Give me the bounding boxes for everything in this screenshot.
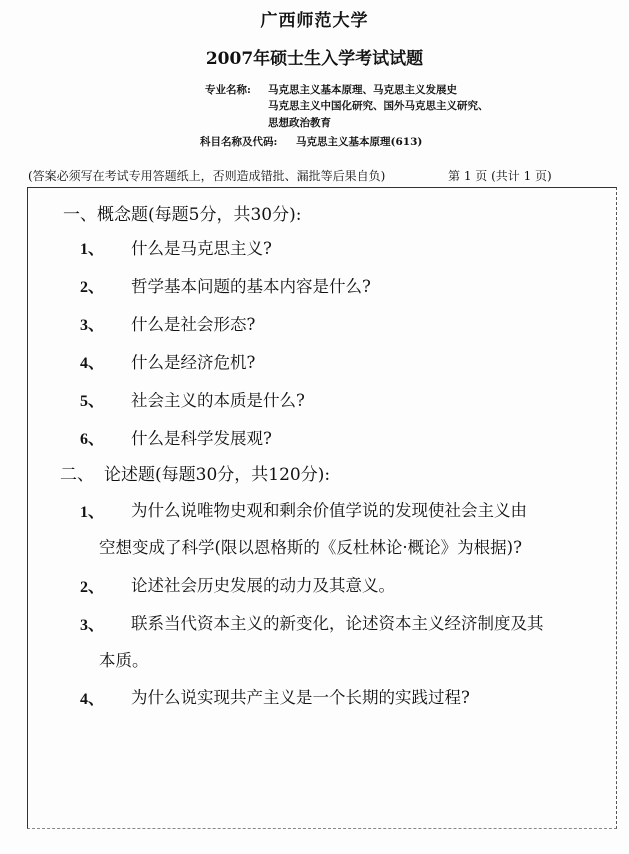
question-text: 什么是科学发展观? [131, 429, 272, 448]
question-text: 哲学基本问题的基本内容是什么? [131, 277, 371, 296]
question-number: 4、 [80, 691, 105, 708]
subject-label: 科目名称及代码: [200, 136, 278, 148]
majors-line-2: 马克思主义中国化研究、国外马克思主义研究、 [268, 100, 489, 112]
question-text: 社会主义的本质是什么? [131, 391, 305, 410]
question-number: 5、 [80, 393, 105, 410]
majors-line-3: 思想政治教育 [268, 117, 331, 129]
question-number: 3、 [80, 617, 105, 634]
question-number: 2、 [80, 279, 105, 296]
subject-name: 马克思主义基本原理(613) [296, 136, 423, 148]
question-text: 什么是马克思主义? [131, 239, 272, 258]
major-label: 专业名称: [205, 84, 251, 96]
answer-notice: (答案必须写在考试专用答题纸上，否则造成错批、漏批等后果自负) [28, 169, 386, 183]
exam-title: 2007年硕士生入学考试试题 [205, 49, 424, 69]
majors-line-1: 马克思主义基本原理、马克思主义发展史 [268, 84, 457, 96]
question-number: 1、 [80, 504, 105, 521]
question-text: 什么是经济危机? [131, 353, 256, 372]
question-text: 联系当代资本主义的新变化，论述资本主义经济制度及其 [131, 614, 544, 633]
university-name: 广西师范大学 [260, 11, 369, 31]
question-text-continued: 本质。 [99, 651, 149, 670]
question-text: 为什么说唯物史观和剩余价值学说的发现使社会主义由 [131, 501, 527, 520]
question-number: 4、 [80, 355, 105, 372]
question-number: 1、 [80, 241, 105, 258]
question-number: 6、 [80, 431, 105, 448]
page-indicator: 第 1 页 (共计 1 页) [448, 169, 552, 183]
section-2-number: 二、 [60, 465, 94, 485]
question-text: 为什么说实现共产主义是一个长期的实践过程? [131, 688, 470, 707]
question-text-continued: 空想变成了科学(限以恩格斯的《反杜林论·概论》为根据)? [99, 538, 522, 557]
section-2-heading: 论述题(每题30分，共120分): [104, 465, 331, 485]
question-number: 2、 [80, 579, 105, 596]
section-1-heading: 一、概念题(每题5分，共30分): [63, 205, 302, 225]
question-text: 什么是社会形态? [131, 315, 256, 334]
question-text: 论述社会历史发展的动力及其意义。 [131, 576, 395, 595]
question-number: 3、 [80, 317, 105, 334]
